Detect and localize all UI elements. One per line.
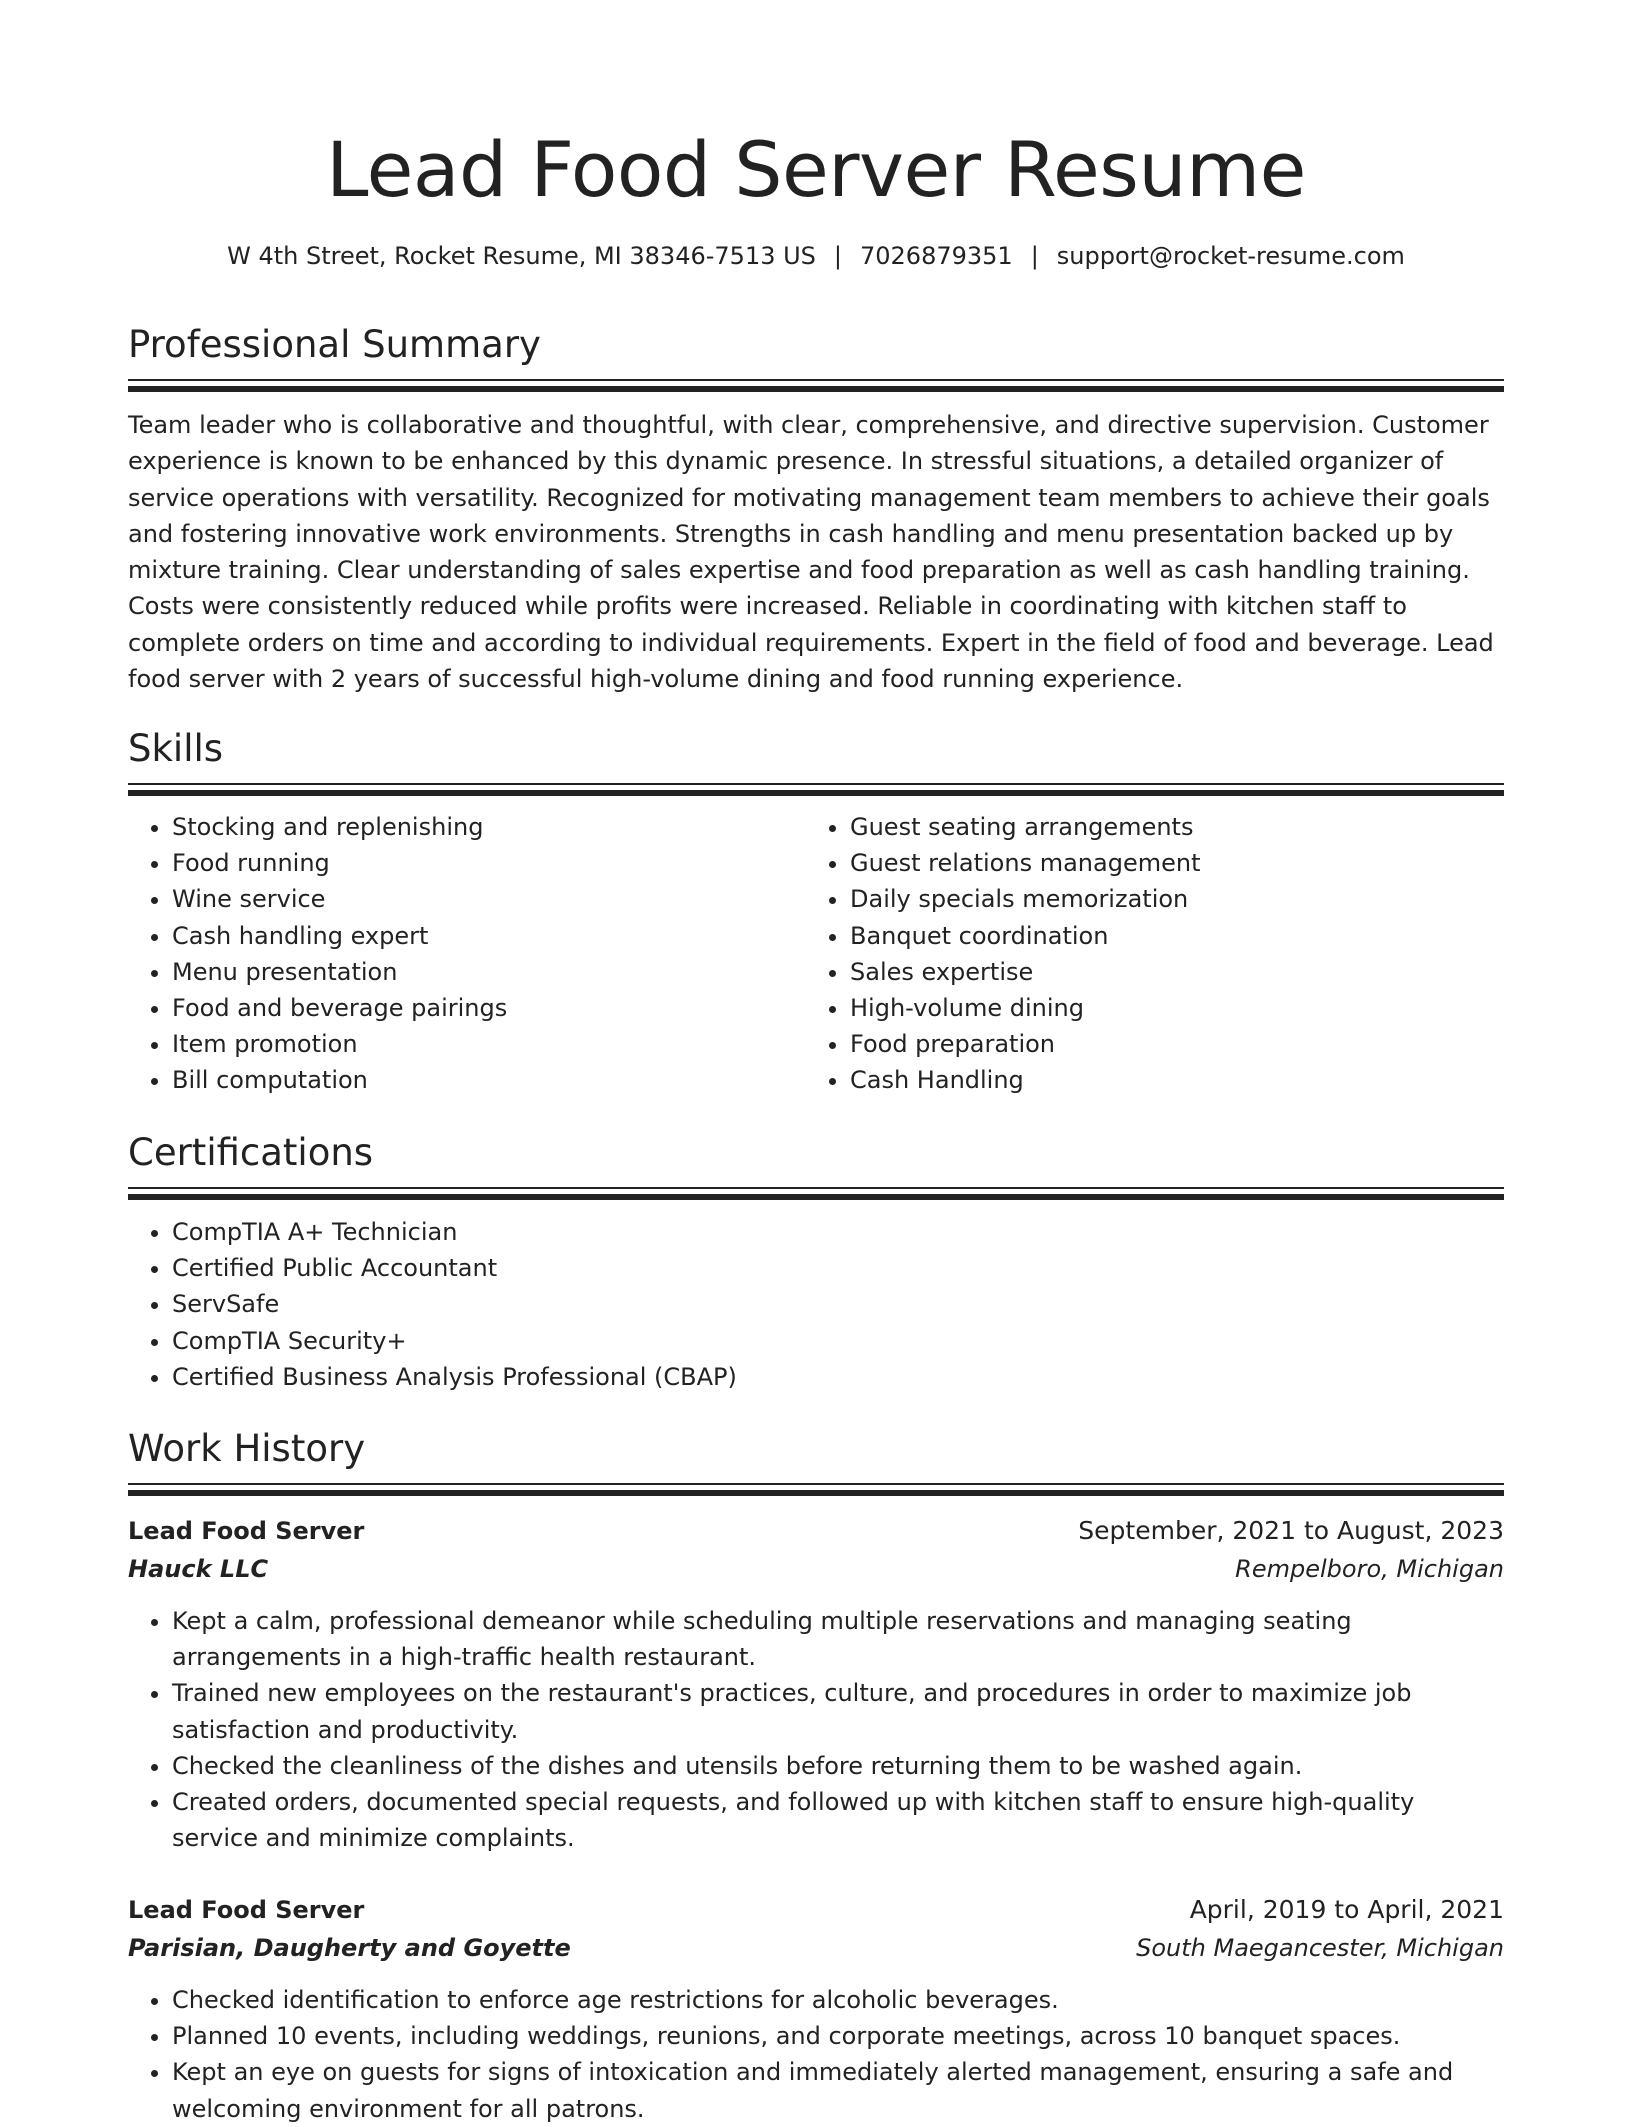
job-duties-list xyxy=(128,1982,1504,2127)
work-history-section xyxy=(128,1424,1504,1497)
skills-left-list xyxy=(128,809,806,1099)
summary-heading: Professional Summary xyxy=(128,323,541,366)
job-entry xyxy=(128,1891,1504,2127)
job-company: Hauck LLC xyxy=(128,1555,269,1583)
job-duty-item: • Trained new employees on the restaurant's practices, culture, and procedures in order to maximize job satisfaction and productivity. xyxy=(172,1675,1504,1747)
skill-item: • Item promotion xyxy=(172,1026,806,1062)
contact-email: support@rocket-resume.com xyxy=(1056,242,1405,270)
job-entry xyxy=(128,1512,1504,1856)
job-company: Parisian, Daugherty and Goyette xyxy=(128,1934,571,1962)
skill-item: • Banquet coordination xyxy=(850,918,1504,954)
skills-columns xyxy=(128,809,1504,1109)
contact-separator: | xyxy=(1030,242,1039,270)
skill-item: • Daily specials memorization xyxy=(850,881,1504,917)
section-divider xyxy=(128,1187,1504,1201)
job-dates: September, 2021 to August, 2023 xyxy=(1078,1516,1504,1545)
skill-item: • Bill computation xyxy=(172,1062,806,1098)
job-duty-item: • Kept an eye on guests for signs of intoxication and immediately alerted management, ensuring a safe and welcoming environment for all patrons. xyxy=(172,2054,1504,2126)
summary-section xyxy=(128,320,1504,697)
contact-separator: | xyxy=(833,242,842,270)
certifications-heading: Certifications xyxy=(128,1131,374,1174)
skill-item: • Guest relations management xyxy=(850,845,1504,881)
skill-item: • Stocking and replenishing xyxy=(172,809,806,845)
skill-item: • Food preparation xyxy=(850,1026,1504,1062)
job-dates: April, 2019 to April, 2021 xyxy=(1189,1895,1504,1924)
skill-item: • Sales expertise xyxy=(850,954,1504,990)
certification-item: • Certified Business Analysis Professional (CBAP) xyxy=(172,1359,1504,1395)
job-duty-item: • Planned 10 events, including weddings, reunions, and corporate meetings, across 10 banquet spaces. xyxy=(172,2018,1504,2054)
skills-right-column xyxy=(806,809,1504,1099)
skills-heading: Skills xyxy=(128,727,224,770)
certification-item: • CompTIA Security+ xyxy=(172,1323,1504,1359)
job-duty-item: • Checked the cleanliness of the dishes and utensils before returning them to be washed again. xyxy=(172,1748,1504,1784)
skill-item: • Cash Handling xyxy=(850,1062,1504,1098)
skill-item: • Menu presentation xyxy=(172,954,806,990)
skill-item: • High-volume dining xyxy=(850,990,1504,1026)
section-divider xyxy=(128,1483,1504,1497)
job-duty-item: • Kept a calm, professional demeanor while scheduling multiple reservations and managing seating arrangements in a high-traffic health restaurant. xyxy=(172,1603,1504,1675)
certifications-list xyxy=(128,1214,1504,1395)
section-divider xyxy=(128,783,1504,797)
contact-phone: 7026879351 xyxy=(860,242,1013,270)
job-duty-item: • Created orders, documented special requests, and followed up with kitchen staff to ensure high-quality service and minimize complaints. xyxy=(172,1784,1504,1856)
summary-text: Team leader who is collaborative and thoughtful, with clear, comprehensive, and directive supervision. Customer experience is known to be enhanced by this dynamic presence. In stressful situations, a detailed organizer of service operations with versatility. Recognized for motivating management team members to achieve their goals and fostering innovative work environments. Strengths in cash handling and menu presentation backed up by mixture training. Clear understanding of sales expertise and food preparation as well as cash handling training. Costs were consistently reduced while profits were increased. Reliable in coordinating with kitchen staff to complete orders on time and according to individual requirements. Expert in the field of food and beverage. Lead food server with 2 years of successful high-volume dining and food running experience. xyxy=(128,411,1494,694)
skill-item: • Food and beverage pairings xyxy=(172,990,806,1026)
job-location: Rempelboro, Michigan xyxy=(1235,1555,1504,1583)
skill-item: • Guest seating arrangements xyxy=(850,809,1504,845)
job-location: South Maegancester, Michigan xyxy=(1136,1934,1504,1962)
job-duty-item: • Checked identification to enforce age restrictions for alcoholic beverages. xyxy=(172,1982,1504,2018)
certification-item: • Certified Public Accountant xyxy=(172,1250,1504,1286)
certification-item: • ServSafe xyxy=(172,1286,1504,1322)
skill-item: • Wine service xyxy=(172,881,806,917)
skills-right-list xyxy=(806,809,1504,1099)
resume-title: Lead Food Server Resume xyxy=(326,125,1306,214)
contact-line xyxy=(128,238,1504,274)
skills-left-column xyxy=(128,809,806,1099)
work-history-heading: Work History xyxy=(128,1427,366,1470)
contact-address: W 4th Street, Rocket Resume, MI 38346-7513 US xyxy=(227,242,816,270)
job-title: Lead Food Server xyxy=(128,1517,365,1545)
skill-item: • Food running xyxy=(172,845,806,881)
section-divider xyxy=(128,379,1504,393)
certification-item: • CompTIA A+ Technician xyxy=(172,1214,1504,1250)
job-title: Lead Food Server xyxy=(128,1896,365,1924)
job-duties-list xyxy=(128,1603,1504,1856)
skill-item: • Cash handling expert xyxy=(172,918,806,954)
skills-section xyxy=(128,724,1504,1109)
certifications-section xyxy=(128,1128,1504,1395)
